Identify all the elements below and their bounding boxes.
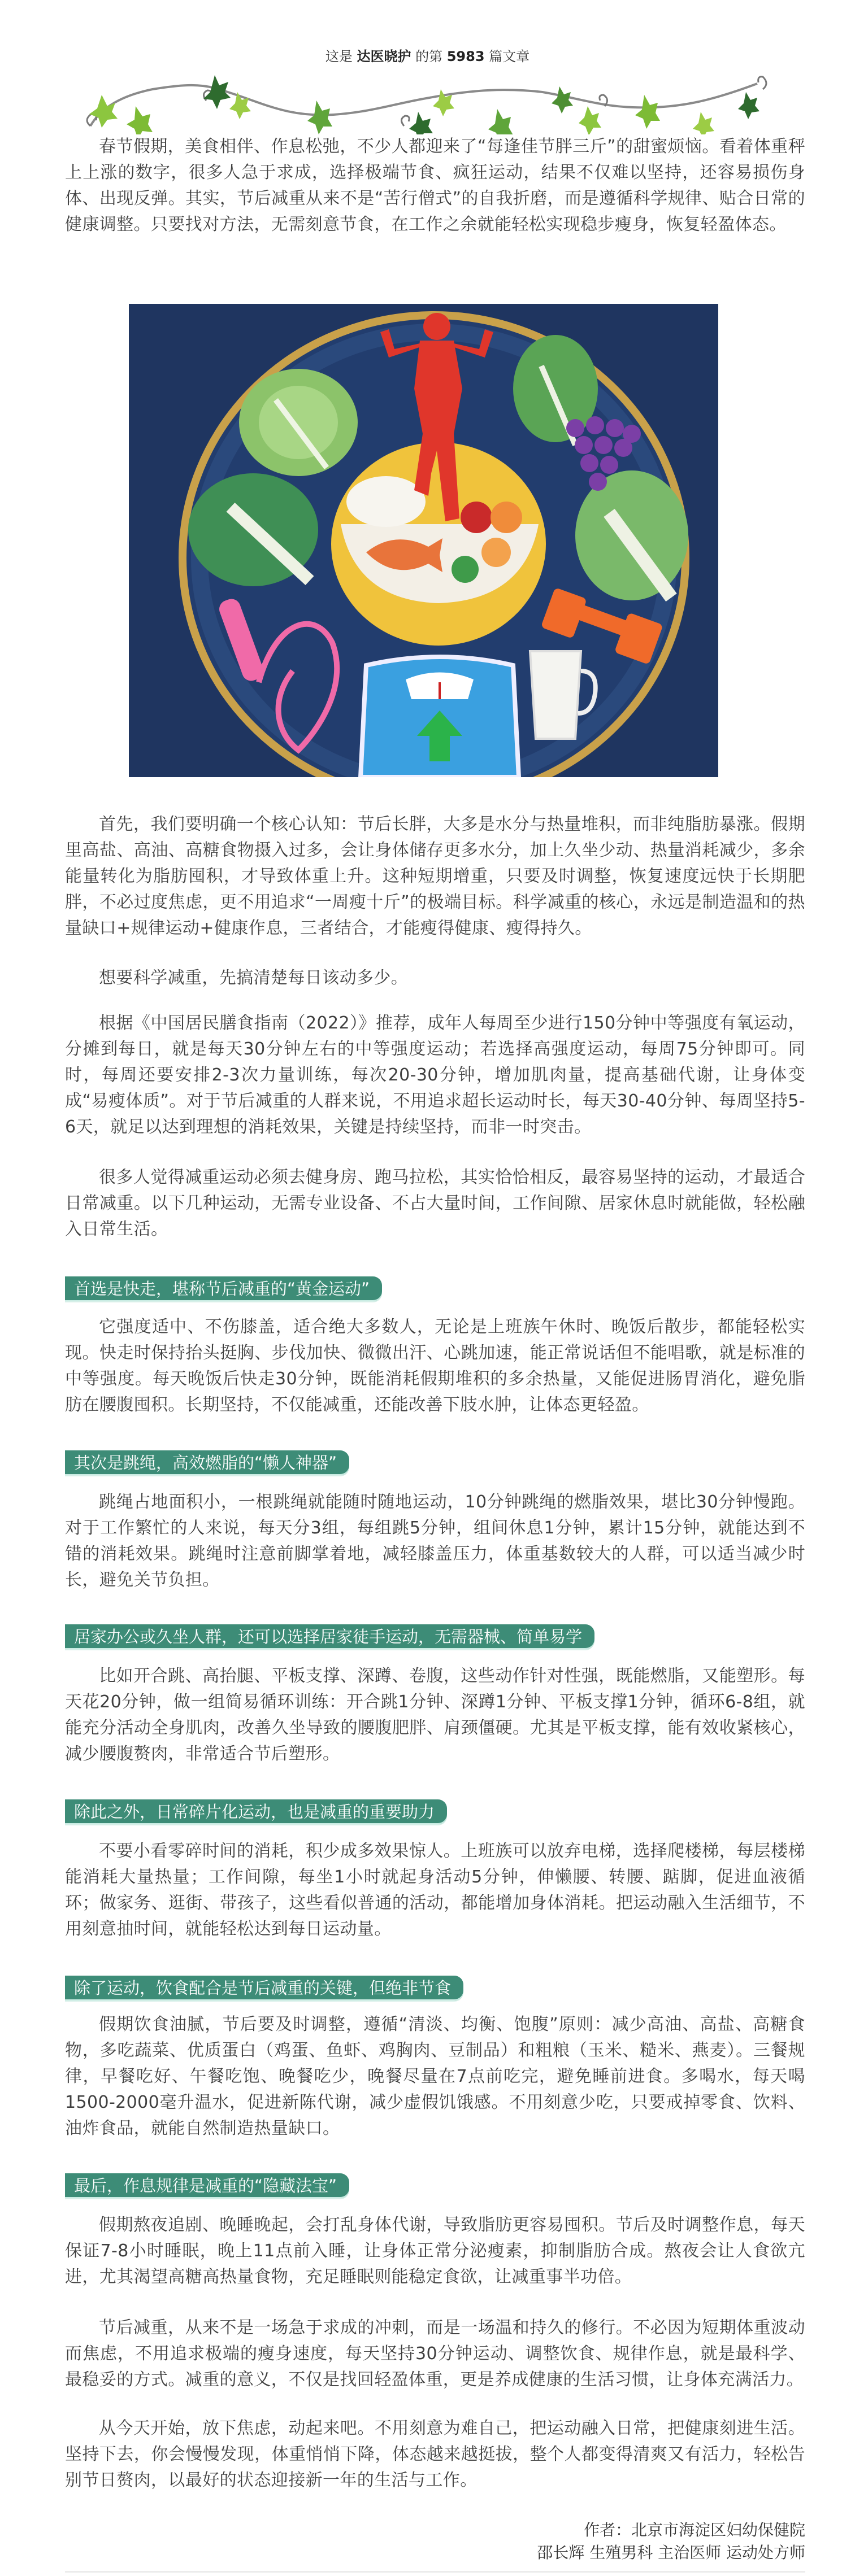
paragraph-home-workout: 比如开合跳、高抬腿、平板支撑、深蹲、卷腹，这些动作针对性强，既能燃脂，又能塑形。每天花20分钟，做一组简易循环训练：开合跳1分钟、深蹲1分钟、平板支撑1分钟，循环6-8组，就能充分活动全身肌肉，改善久坐导致的腰腹肥胖、肩颈僵硬。尤其是平板支撑，能有效收紧核心，减少腰腹赘肉，非常适合节后塑形。	[65, 1666, 805, 1764]
article-number: 5983	[446, 49, 485, 64]
section-heading-diet: 除了运动，饮食配合是节后减重的关键，但绝非节食	[65, 1976, 463, 2000]
author-institution: 作者：北京市海淀区妇幼保健院	[583, 2521, 805, 2539]
paragraph-core-insight: 首先，我们要明确一个核心认知：节后长胖，大多是水分与热量堆积，而非纯脂肪暴涨。假期里高盐、高油、高糖食物摄入过多，会让身体储存更多水分，加上久坐少动、热量消耗减少，多余能量转化为脂肪囤积，才导致体重上升。这种短期增重，只要及时调整，恢复速度远快于长期肥胖，不必过度焦虑，更不用追求“一周瘦十斤”的极端目标。科学减重的核心，永远是制造温和的热量缺口+规律运动+健康作息，三者结合，才能瘦得健康、瘦得持久。	[65, 814, 805, 938]
paragraph-closing: 从今天开始，放下焦虑，动起来吧。不用刻意为难自己，把运动融入日常，把健康刻进生活。坚持下去，你会慢慢发现，体重悄悄下降，体态越来越挺拔，整个人都变得清爽又有活力，轻松告别节日赘肉，以最好的状态迎接新一年的生活与工作。	[65, 2418, 805, 2490]
bottom-divider	[65, 2571, 805, 2573]
section-heading-daily-activity: 除此之外，日常碎片化运动，也是减重的重要助力	[65, 1799, 447, 1824]
apple	[461, 502, 492, 533]
ivy-leaves	[89, 75, 759, 134]
author-name-title: 邵长辉 生殖男科 主治医师 运动处方师	[537, 2543, 805, 2562]
paragraph-jump-rope: 跳绳占地面积小，一根跳绳就能随时随地运动，10分钟跳绳的燃脂效果，堪比30分钟慢跑。对于工作繁忙的人来说，每天分3组，每组跳5分钟，组间休息1分钟，累计15分钟，就能达到不错的消耗效果。跳绳时注意前脚掌着地，减轻膝盖压力，体重基数较大的人群，可以适当减少时长，避免关节负担。	[65, 1492, 805, 1590]
intro-middle: 的第	[415, 49, 443, 64]
paragraph-sleep: 假期熬夜追剧、晚睡晚起，会打乱身体代谢，导致脂肪更容易囤积。节后及时调整作息，每天保证7-8小时睡眠，晚上11点前入睡，让身体正常分泌瘦素，抑制脂肪合成。熬夜会让人食欲亢进，尤其渴望高糖高热量食物，充足睡眠则能稳定食欲，让减重事半功倍。	[65, 2215, 805, 2287]
paragraph-conclusion: 节后减重，从来不是一场急于求成的冲刺，而是一场温和持久的修行。不必因为短期体重波动而焦虑，不用追求极端的瘦身速度，每天坚持30分钟运动、调整饮食、规律作息，就是最科学、最稳妥的方式。减重的意义，不仅是找回轻盈体重，更是养成健康的生活习惯，让身体充满活力。	[65, 2318, 805, 2390]
weight-scale-icon	[361, 657, 519, 777]
intro-suffix: 篇文章	[489, 49, 530, 64]
paragraph-guidelines: 根据《中国居民膳食指南（2022）》推荐，成年人每周至少进行150分钟中等强度有氧运动，分摊到每日，就是每天30分钟左右的中等强度运动；若选择高强度运动，每周75分钟即可。同时，每周还要安排2-3次力量训练，每次20-30分钟，增加肌肉量，提高基础代谢，让身体变成“易瘦体质”。对于节后减重的人群来说，不用追求超长运动时长，每天30-40分钟、每周坚持5-6天，就足以达到理想的消耗效果，关键是持续坚持，而非一时突击。	[65, 1013, 805, 1137]
ivy-vine-divider	[79, 72, 774, 134]
rice	[346, 476, 426, 527]
section-heading-brisk-walk: 首选是快走，堪称节后减重的“黄金运动”	[65, 1276, 382, 1301]
paragraph-easy-exercise: 很多人觉得减重运动必须去健身房、跑马拉松，其实恰恰相反，最容易坚持的运动，才最适合日常减重。以下几种运动，无需专业设备、不占大量时间，工作间隙、居家休息时就能做，轻松融入日常生活。	[65, 1167, 805, 1239]
paragraph-daily-activity: 不要小看零碎时间的消耗，积少成多效果惊人。上班族可以放弃电梯，选择爬楼梯，每层楼梯能消耗大量热量；工作间隙，每坐1小时就起身活动5分钟，伸懒腰、转腰、踮脚，促进血液循环；做家务、逛街、带孩子，这些看似普通的活动，都能增加身体消耗。把运动融入生活细节，不用刻意抽时间，就能轻松达到每日运动量。	[65, 1841, 805, 1939]
paragraph-intro: 春节假期，美食相伴、作息松弛，不少人都迎来了“每逢佳节胖三斤”的甜蜜烦恼。看着体重秤上上涨的数字，很多人急于求成，选择极端节食、疯狂运动，结果不仅难以坚持，还容易损伤身体、出现反弹。其实，节后减重从来不是“苦行僧式”的自我折磨，而是遵循科学规律、贴合日常的健康调整。只要找对方法，无需刻意节食，在工作之余就能轻松实现稳步瘦身，恢复轻盈体态。	[65, 137, 805, 234]
article-intro	[0, 47, 855, 66]
account-name[interactable]: 达医晓护	[357, 49, 411, 64]
paragraph-how-much: 想要科学减重，先搞清楚每日该动多少。	[99, 968, 409, 988]
paragraph-diet: 假期饮食油腻，节后要及时调整，遵循“清淡、均衡、饱腹”原则：减少高油、高盐、高糖食物，多吃蔬菜、优质蛋白（鸡蛋、鱼虾、鸡胸肉、豆制品）和粗粮（玉米、糙米、燕麦）。三餐规律，早餐吃好、午餐吃饱、晚餐吃少，晚餐尽量在7点前吃完，避免睡前进食。多喝水，每天喝1500-2000毫升温水，促进新陈代谢，减少虚假饥饿感。不用刻意少吃，只要戒掉零食、饮料、油炸食品，就能自然制造热量缺口。	[65, 2015, 805, 2138]
section-heading-sleep: 最后，作息规律是减重的“隐藏法宝”	[65, 2173, 349, 2198]
intro-prefix: 这是	[325, 49, 353, 64]
paragraph-brisk-walk: 它强度适中、不伤膝盖，适合绝大多数人，无论是上班族午休时、晚饭后散步，都能轻松实现。快走时保持抬头挺胸、步伐加快、微微出汗、心跳加速，能正常说话但不能唱歌，就是标准的中等强度。每天晚饭后快走30分钟，既能消耗假期堆积的多余热量，又能促进肠胃消化，避免脂肪在腰腹囤积。长期坚持，不仅能减重，还能改善下肢水肿，让体态更轻盈。	[65, 1317, 805, 1415]
hero-illustration	[129, 304, 718, 777]
section-heading-home-workout: 居家办公或久坐人群，还可以选择居家徒手运动，无需器械、简单易学	[65, 1624, 594, 1649]
section-heading-jump-rope: 其次是跳绳，高效燃脂的“懒人神器”	[65, 1450, 349, 1475]
